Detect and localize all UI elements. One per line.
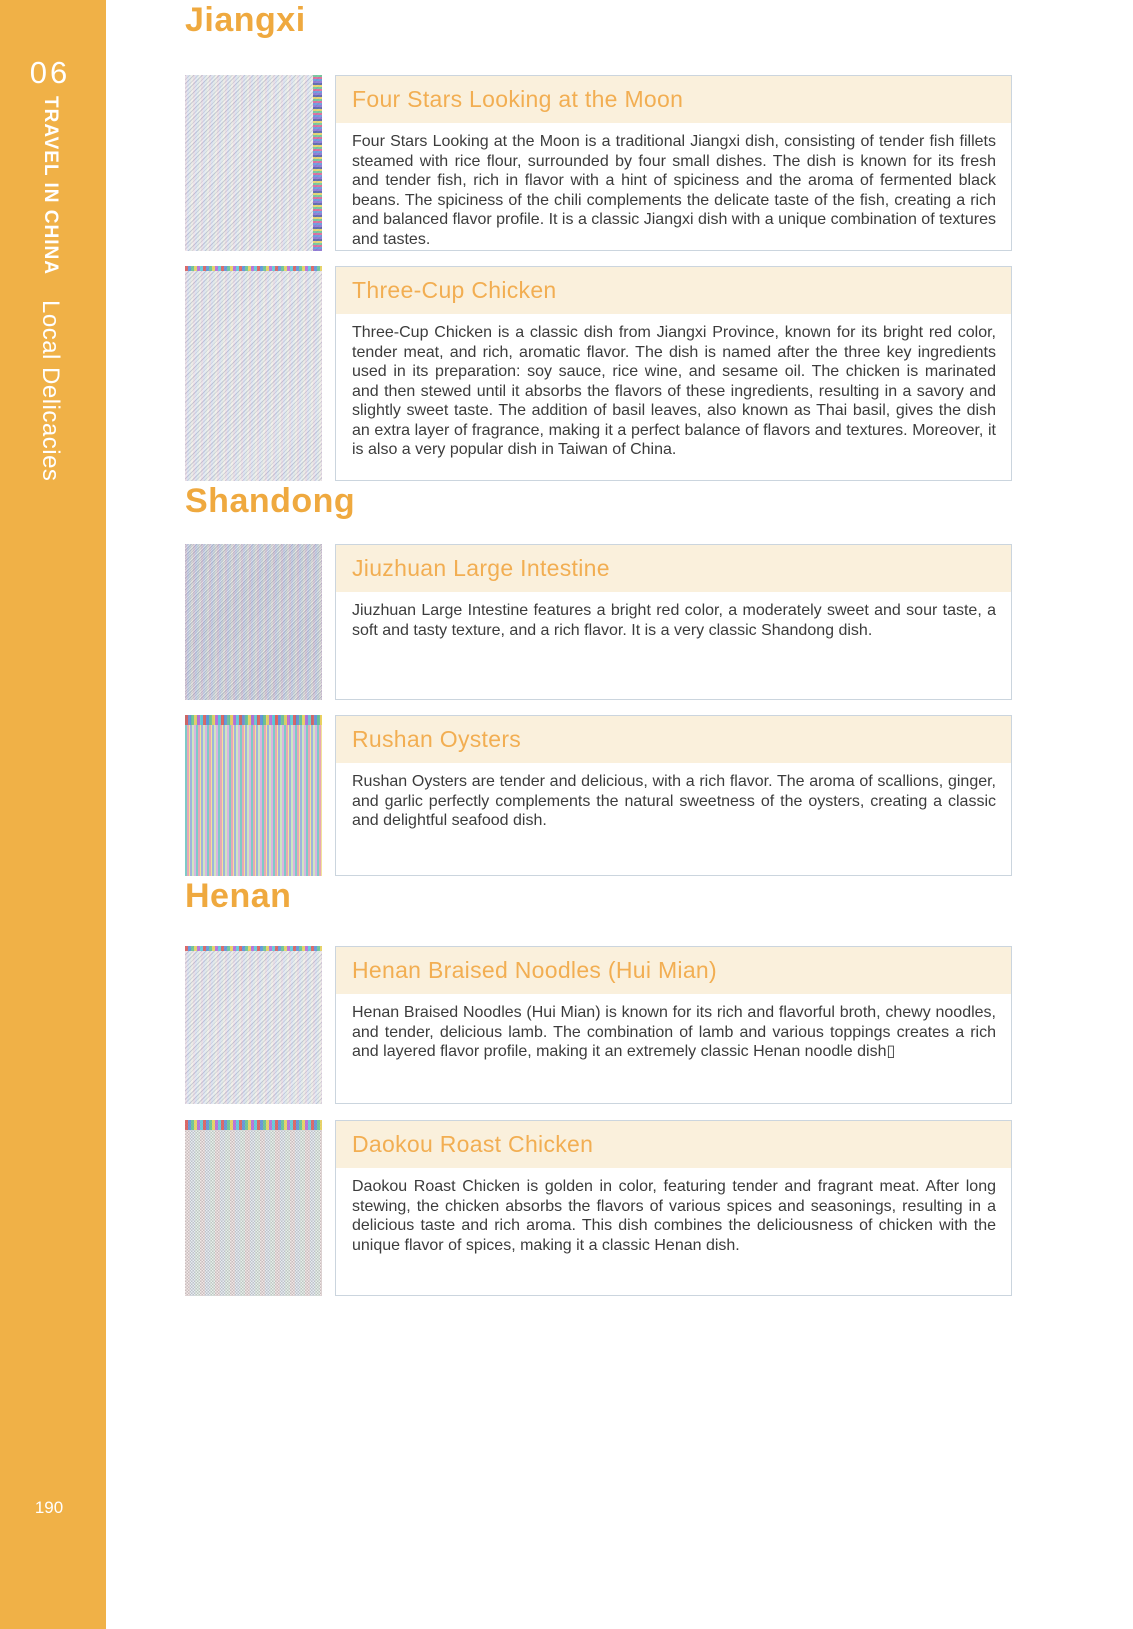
dish-photo-placeholder [185, 75, 322, 251]
dish-title-band [336, 267, 1011, 314]
dish-photo-placeholder [185, 715, 322, 876]
province-heading-shandong: Shandong [185, 482, 356, 520]
page-number: 190 [34, 1498, 64, 1517]
dish-block-hui-mian [185, 946, 1012, 1104]
dish-photo-placeholder [185, 544, 322, 700]
dish-title-band [336, 947, 1011, 994]
chapter-number: 06 [29, 55, 71, 90]
dish-block-daokou-roast-chicken [185, 1120, 1012, 1296]
section-title-vertical: Local Delicacies [37, 300, 64, 482]
dish-title: Jiuzhuan Large Intestine [352, 555, 610, 581]
dish-block-rushan-oysters [185, 715, 1012, 876]
dish-card [335, 544, 1012, 700]
dish-card [335, 266, 1012, 481]
province-heading-henan: Henan [185, 877, 292, 915]
dish-title: Rushan Oysters [352, 726, 522, 752]
dish-photo-placeholder [185, 266, 322, 481]
dish-title-band [336, 1121, 1011, 1168]
dish-description: Henan Braised Noodles (Hui Mian) is known for its rich and flavorful broth, chewy noodles, and tender, delicious lamb. The combination of lamb and various toppings creates a rich and layered flavor profile, making it an extremely classic Henan noodle dish▯ [352, 1004, 996, 1060]
dish-description: Three-Cup Chicken is a classic dish from Jiangxi Province, known for its bright red color, tender meat, and rich, aromatic flavor. The dish is named after the three key ingredients used in its preparation: soy sauce, rice wine, and sesame oil. The chicken is marinated and then stewed until it absorbs the flavors of these ingredients, resulting in a savory and slightly sweet taste. The addition of basil leaves, also known as Thai basil, gives the dish an extra layer of fragrance, making it a perfect balance of flavors and textures. Moreover, it is also a very popular dish in Taiwan of China. [352, 324, 996, 458]
dish-description: Four Stars Looking at the Moon is a traditional Jiangxi dish, consisting of tender fish fillets steamed with rice flour, surrounded by four small dishes. The dish is known for its fresh and tender fish, rich in flavor with a hint of spiciness and the aroma of fermented black beans. The spiciness of the chili complements the delicate taste of the fish, creating a rich and balanced flavor profile. It is a classic Jiangxi dish with a unique combination of textures and tastes. [352, 133, 996, 248]
dish-title-band [336, 545, 1011, 592]
dish-photo-placeholder [185, 1120, 322, 1296]
dish-card [335, 946, 1012, 1104]
dish-block-three-cup-chicken [185, 266, 1012, 481]
dish-title-band [336, 76, 1011, 123]
dish-title-band [336, 716, 1011, 763]
dish-card [335, 75, 1012, 251]
dish-title: Three-Cup Chicken [352, 277, 557, 303]
dish-description: Jiuzhuan Large Intestine features a bright red color, a moderately sweet and sour taste, a soft and tasty texture, and a rich flavor. It is a very classic Shandong dish. [352, 602, 996, 639]
dish-card [335, 1120, 1012, 1296]
chapter-sidebar [0, 0, 106, 1629]
dish-title: Four Stars Looking at the Moon [352, 86, 684, 112]
chapter-title-vertical: TRAVEL IN CHINA [40, 96, 61, 275]
dish-title: Daokou Roast Chicken [352, 1131, 594, 1157]
dish-title: Henan Braised Noodles (Hui Mian) [352, 957, 717, 983]
dish-description: Daokou Roast Chicken is golden in color, featuring tender and fragrant meat. After long stewing, the chicken absorbs the flavors of various spices and seasonings, resulting in a delicious taste and rich aroma. This dish combines the deliciousness of chicken with the unique flavor of spices, making it a classic Henan dish. [352, 1178, 996, 1254]
dish-block-four-stars [185, 75, 1012, 251]
dish-description: Rushan Oysters are tender and delicious, with a rich flavor. The aroma of scallions, ginger, and garlic perfectly complements the natural sweetness of the oysters, creating a classic and delightful seafood dish. [352, 773, 996, 829]
main-content [185, 0, 1012, 1296]
province-heading-jiangxi: Jiangxi [185, 1, 306, 39]
dish-card [335, 715, 1012, 876]
dish-photo-placeholder [185, 946, 322, 1104]
dish-block-jiuzhuan-large-intestine [185, 544, 1012, 700]
